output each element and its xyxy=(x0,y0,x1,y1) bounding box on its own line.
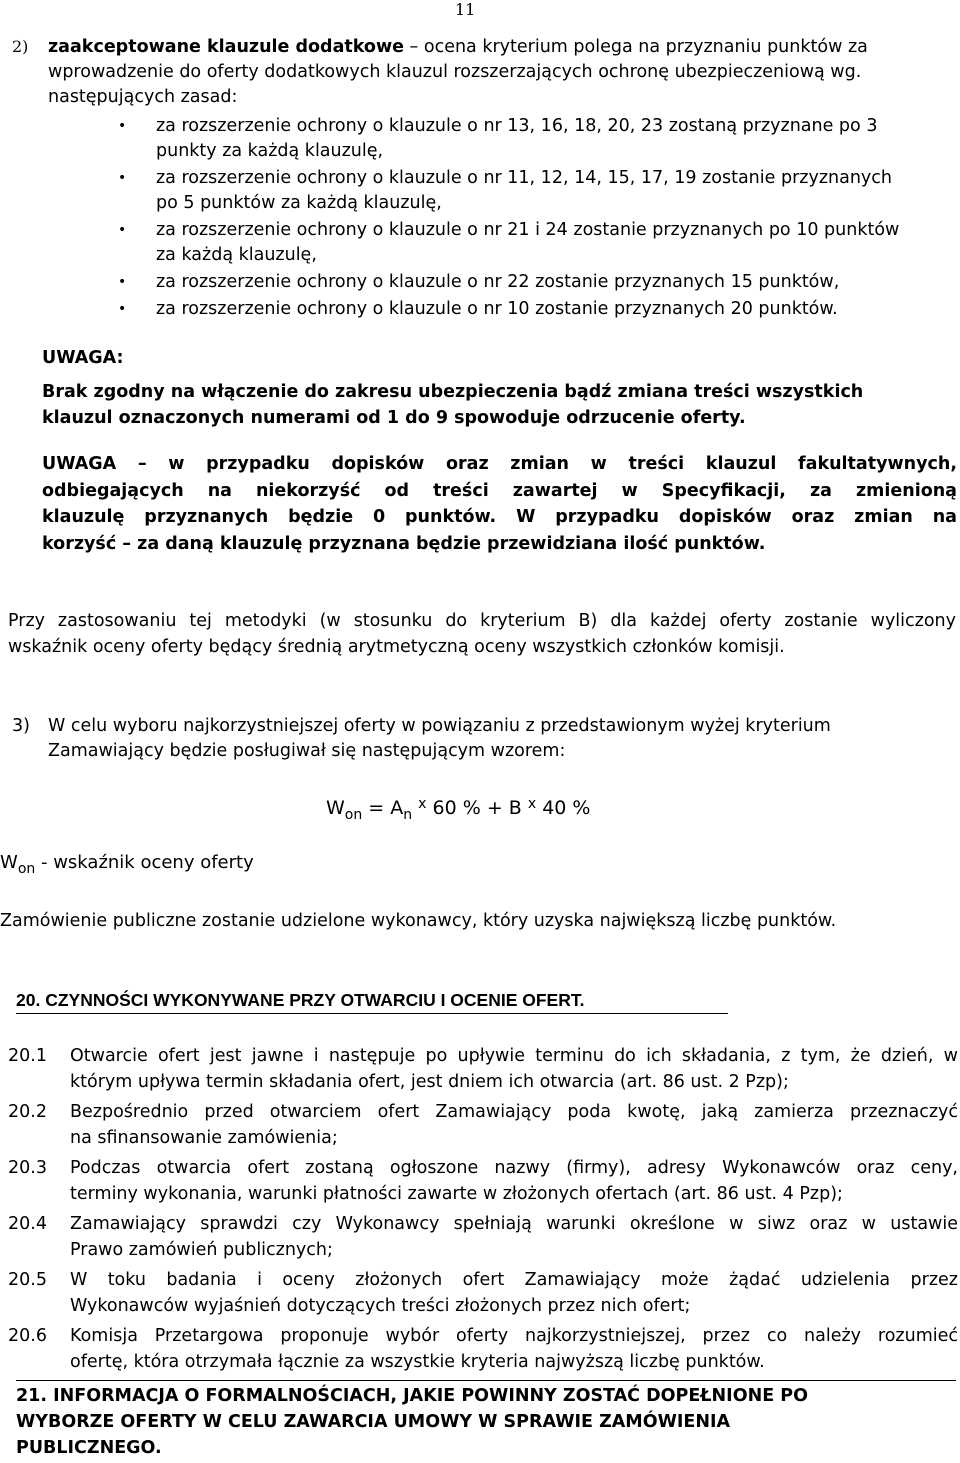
bullet-list xyxy=(118,114,958,324)
list-item: 20.5 W toku badania i oceny złożonych ofert Zamawiający może żądać udzielenia przez Wykonawców wyjaśnień dotyczących treści złożonych przez nich ofert; xyxy=(8,1270,958,1316)
list-item: 20.3 Podczas otwarcia ofert zostaną ogłoszone nazwy (firmy), adresy Wykonawców oraz ceny, terminy wykonania, warunki płatności zawarte w złożonych ofertach (art. 86 ust. 4 Pzp); xyxy=(8,1158,958,1204)
list-item: • za rozszerzenie ochrony o klauzule o nr 13, 16, 18, 20, 23 zostaną przyznane po 3 punkty za każdą klauzulę, xyxy=(118,116,878,161)
section-20-heading: 20. CZYNNOŚCI WYKONYWANE PRZY OTWARCIU I OCENIE OFERT. xyxy=(16,987,728,1014)
item-2-line2: wprowadzenie do oferty dodatkowych klauzul rozszerzających ochronę ubezpieczeniową wg. xyxy=(48,62,862,82)
list-item: • za rozszerzenie ochrony o klauzule o nr 22 zostanie przyznanych 15 punktów, xyxy=(118,270,958,295)
bullet-icon: • xyxy=(118,170,127,186)
item-3-number: 3) xyxy=(12,716,30,736)
bullet-icon: • xyxy=(118,222,127,238)
list-item: 20.4 Zamawiający sprawdzi czy Wykonawcy spełniają warunki określone w siwz oraz w ustawie Prawo zamówień publicznych; xyxy=(8,1214,958,1260)
list-item: 20.1 Otwarcie ofert jest jawne i następuje po upływie terminu do ich składania, z tym, że dzień, w którym upływa termin składania ofert, jest dniem ich otwarcia (art. 86 ust. 2 Pzp); xyxy=(8,1046,958,1092)
bullet-icon: • xyxy=(118,118,127,134)
section-21-heading: 21. INFORMACJA O FORMALNOŚCIACH, JAKIE POWINNY ZOSTAĆ DOPEŁNIONE PO WYBORZE OFERTY W CELU ZAWARCIA UMOWY W SPRAWIE ZAMÓWIENIA PUBLICZNEGO. xyxy=(16,1380,956,1461)
uwaga-label: UWAGA: xyxy=(42,348,124,368)
bullet-icon: • xyxy=(118,301,127,317)
bullet-icon: • xyxy=(118,274,127,290)
item-2 xyxy=(12,34,956,110)
list-item: 20.2 Bezpośrednio przed otwarciem ofert Zamawiający poda kwotę, jaką zamierza przeznaczyć na sfinansowanie zamówienia; xyxy=(8,1102,958,1148)
award-text: Zamówienie publiczne zostanie udzielone wykonawcy, który uzyska największą liczbę punktów. xyxy=(0,911,837,931)
item-3: 3) W celu wyboru najkorzystniejszej oferty w powiązaniu z przedstawionym wyżej kryterium Zamawiający będzie posługiwał się następującym wzorem: xyxy=(12,716,831,761)
formula-legend: $W_{on}$ - wskaźnik oceny oferty xyxy=(0,852,254,877)
list-item: • za rozszerzenie ochrony o klauzule o nr 10 zostanie przyznanych 20 punktów. xyxy=(118,297,958,322)
item-2-bold-lead: zaakceptowane klauzule dodatkowe xyxy=(48,37,404,57)
section-20-list xyxy=(8,1043,958,1379)
uwaga-notice: UWAGA: Brak zgodny na włączenie do zakresu ubezpieczenia bądź zmiana treści wszystkich klauzul oznaczonych numerami od 1 do 9 spowoduje odrzucenie oferty. xyxy=(42,345,957,431)
list-item: • za rozszerzenie ochrony o klauzule o nr 11, 12, 14, 15, 17, 19 zostanie przyznanych po 5 punktów za każdą klauzulę, xyxy=(118,168,892,213)
uwaga-notice-2: UWAGA – w przypadku dopisków oraz zmian w treści klauzul fakultatywnych, odbiegających na niekorzyść od treści zawartej w Specyfikacji, za zmienioną klauzulę przyznanych będzie 0 punktów. W przypadku dopisków oraz zmian na korzyść – za daną klauzulę przyznana będzie przewidziana ilość punktów. xyxy=(42,454,957,554)
item-2-text: – ocena kryterium polega na przyznaniu punktów za xyxy=(403,37,868,57)
method-paragraph: Przy zastosowaniu tej metodyki (w stosunku do kryterium B) dla każdej oferty zostanie wyliczony wskaźnik oceny oferty będący średnią arytmetyczną oceny wszystkich członków komisji. xyxy=(8,611,956,657)
list-item: 20.6 Komisja Przetargowa proponuje wybór oferty najkorzystniejszej, przez co należy rozumieć ofertę, która otrzymała łącznie za wszystkie kryteria najwyższą liczbę punktów. xyxy=(8,1326,958,1372)
page-number: 11 xyxy=(455,0,476,19)
formula: $W_{on} = A_n$ $^x$ 60 % + B $^x$ 40 % xyxy=(326,796,591,823)
item-2-number: 2) xyxy=(12,37,29,56)
item-2-line3: następujących zasad: xyxy=(48,87,238,107)
list-item: • za rozszerzenie ochrony o klauzule o nr 21 i 24 zostanie przyznanych po 10 punktów za każdą klauzulę, xyxy=(118,220,900,265)
